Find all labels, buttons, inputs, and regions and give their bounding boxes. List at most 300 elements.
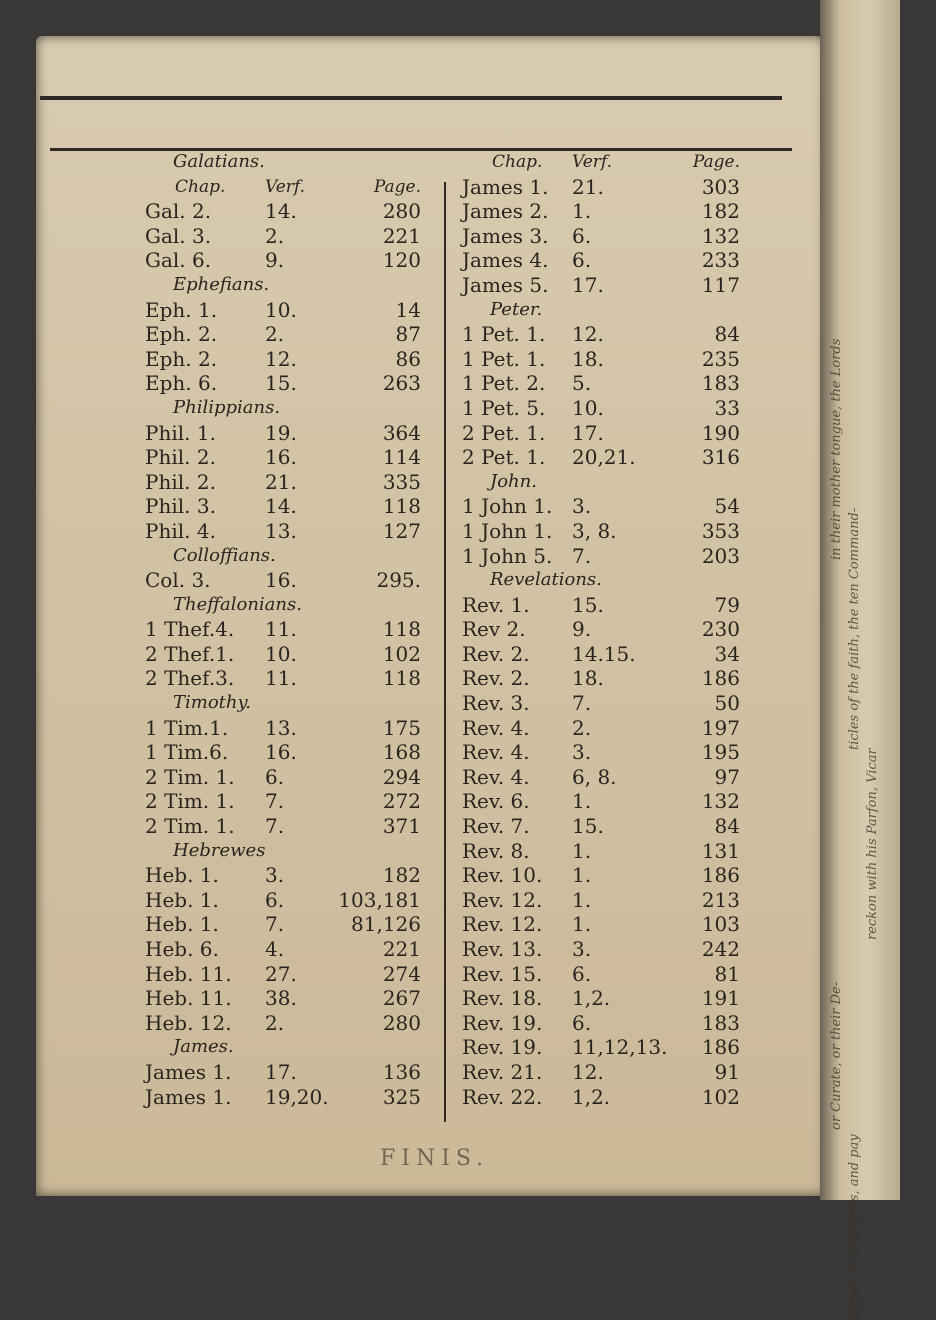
section-title: Galatians. xyxy=(173,151,265,172)
page-number: 120 xyxy=(382,248,421,273)
chapter-ref: Eph. 6. xyxy=(145,371,218,396)
index-entry xyxy=(462,666,752,691)
index-entry xyxy=(462,1085,752,1110)
verse-ref: 2. xyxy=(572,715,592,740)
index-entry xyxy=(145,347,435,372)
verse-ref: 11,12,13. xyxy=(572,1035,668,1060)
chapter-ref: 2 Pet. 1. xyxy=(462,445,546,470)
page-number: 91 xyxy=(714,1059,740,1084)
verse-ref: 19. xyxy=(265,420,297,445)
verse-ref: 6. xyxy=(572,248,592,273)
chapter-ref: 1 Tim.1. xyxy=(145,715,229,740)
facing-page-text: puties, or Deputies, and pay xyxy=(847,1134,862,1320)
section-title: Timothy. xyxy=(173,692,251,714)
section-title: James. xyxy=(173,1036,234,1058)
page-number: 335 xyxy=(382,469,421,494)
page-number: 274 xyxy=(382,961,421,986)
index-entry xyxy=(145,421,435,446)
verse-ref: 16. xyxy=(265,568,297,593)
index-entry xyxy=(145,986,435,1011)
page-number: 103 xyxy=(701,912,740,937)
verse-ref: 17. xyxy=(572,272,604,297)
chapter-ref: Rev. 4. xyxy=(462,715,530,740)
page-number: 186 xyxy=(701,863,740,888)
index-entry xyxy=(462,740,752,765)
verse-ref: 16. xyxy=(265,740,297,765)
chapter-ref: 1 John 1. xyxy=(462,494,553,519)
index-entry xyxy=(145,519,435,544)
verse-ref: 17. xyxy=(265,1059,297,1084)
section-title: Hebrewes xyxy=(173,839,266,861)
page-number: 54 xyxy=(714,494,740,519)
page-number: 132 xyxy=(701,789,740,814)
verse-ref: 3. xyxy=(265,863,285,888)
chapter-ref: 2 Tim. 1. xyxy=(145,814,235,839)
page-number: 182 xyxy=(382,863,421,888)
page-number: 364 xyxy=(382,420,421,445)
index-entry xyxy=(462,494,752,519)
chapter-ref: 2 Pet. 1. xyxy=(462,420,546,445)
verse-ref: 1,2. xyxy=(572,986,611,1011)
index-entry xyxy=(462,224,752,249)
verse-ref: 18. xyxy=(572,346,604,371)
page-number: 183 xyxy=(701,371,740,396)
book-section-heading xyxy=(145,150,435,175)
verse-ref: 1. xyxy=(572,887,592,912)
page-number: 371 xyxy=(382,814,421,839)
verse-ref: 1,2. xyxy=(572,1084,611,1109)
chapter-ref: 2 Thef.1. xyxy=(145,641,235,666)
verse-ref: 15. xyxy=(572,814,604,839)
chapter-ref: Phil. 3. xyxy=(145,494,216,519)
facing-page-edge xyxy=(820,0,900,1320)
verse-ref: 6. xyxy=(572,961,592,986)
page-number: 168 xyxy=(382,740,421,765)
page-number: 131 xyxy=(701,838,740,863)
verse-ref: 27. xyxy=(265,961,297,986)
book-section-heading xyxy=(145,593,435,618)
chapter-ref: James 4. xyxy=(462,248,549,273)
verse-ref: 16. xyxy=(265,445,297,470)
chapter-ref: Rev. 2. xyxy=(462,641,530,666)
index-entry xyxy=(145,863,435,888)
chapter-ref: James 5. xyxy=(462,272,549,297)
page-number: 136 xyxy=(382,1059,421,1084)
index-entry xyxy=(462,814,752,839)
page-number: 235 xyxy=(701,346,740,371)
verse-ref: 38. xyxy=(265,986,297,1011)
index-entry xyxy=(462,1060,752,1085)
facing-page-text: reckon with his Parfon, Vicar xyxy=(865,748,880,940)
verse-ref: 14. xyxy=(265,199,297,224)
index-entry xyxy=(145,912,435,937)
verse-ref: 18. xyxy=(572,666,604,691)
page-number: 186 xyxy=(701,1035,740,1060)
book-section-heading xyxy=(145,396,435,421)
column-header-row xyxy=(145,175,435,200)
verse-ref: 7. xyxy=(572,691,592,716)
index-entry xyxy=(462,691,752,716)
chapter-ref: Rev. 19. xyxy=(462,1010,543,1035)
verse-ref: 6. xyxy=(265,764,285,789)
chapter-ref: 2 Tim. 1. xyxy=(145,764,235,789)
index-entry xyxy=(145,814,435,839)
page-number: 325 xyxy=(382,1084,421,1109)
vers-header: Verf. xyxy=(572,152,612,172)
section-title: Colloffians. xyxy=(173,544,276,566)
chapter-ref: Heb. 1. xyxy=(145,887,219,912)
index-entry xyxy=(462,937,752,962)
verse-ref: 7. xyxy=(572,543,592,568)
book-section-heading xyxy=(462,470,752,495)
index-entry xyxy=(462,617,752,642)
chapter-ref: 1 John 1. xyxy=(462,518,553,543)
chapter-ref: Heb. 12. xyxy=(145,1010,232,1035)
book-section-heading xyxy=(145,544,435,569)
vers-header: Verf. xyxy=(265,176,305,197)
verse-ref: 5. xyxy=(572,371,592,396)
page-number: 114 xyxy=(382,445,421,470)
section-title: Peter. xyxy=(490,298,543,320)
verse-ref: 6. xyxy=(265,887,285,912)
chapter-ref: James 1. xyxy=(145,1059,232,1084)
page-number: 97 xyxy=(714,764,740,789)
chapter-ref: Rev. 18. xyxy=(462,986,543,1011)
index-entry xyxy=(462,1035,752,1060)
chapter-ref: Phil. 2. xyxy=(145,469,216,494)
chapter-ref: Eph. 1. xyxy=(145,297,218,322)
page-number: 127 xyxy=(382,518,421,543)
verse-ref: 14.15. xyxy=(572,641,636,666)
page-number: 263 xyxy=(382,371,421,396)
section-title: Philippians. xyxy=(173,396,281,418)
chapter-ref: Rev. 3. xyxy=(462,691,530,716)
index-entry xyxy=(462,1011,752,1036)
index-entry xyxy=(145,248,435,273)
chapter-ref: Rev. 10. xyxy=(462,863,543,888)
index-entry xyxy=(462,396,752,421)
index-entry xyxy=(145,765,435,790)
page-number: 191 xyxy=(701,986,740,1011)
page-number: 242 xyxy=(701,937,740,961)
index-entry xyxy=(462,716,752,741)
page-header: Page. xyxy=(373,176,421,197)
chapter-ref: 2 Tim. 1. xyxy=(145,789,235,814)
page-number: 81,126 xyxy=(351,912,421,937)
page-number: 353 xyxy=(701,518,740,543)
page-number: 303 xyxy=(701,174,740,199)
chapter-ref: 1 Pet. 2. xyxy=(462,371,546,396)
index-entry xyxy=(145,962,435,987)
page-number: 132 xyxy=(701,223,740,248)
facing-page-text: or Curate, or their De- xyxy=(829,981,844,1130)
index-entry xyxy=(462,642,752,667)
facing-page-text: ticles of the faith, the ten Command- xyxy=(847,507,862,750)
page-number: 280 xyxy=(382,1010,421,1035)
page-number: 81 xyxy=(714,961,740,986)
index-entry xyxy=(145,470,435,495)
verse-ref: 1. xyxy=(572,863,592,888)
chapter-ref: Col. 3. xyxy=(145,568,211,593)
chapter-ref: Rev. 4. xyxy=(462,764,530,789)
page-number: 267 xyxy=(382,986,421,1011)
verse-ref: 1. xyxy=(572,912,592,937)
chapter-ref: 1 Pet. 5. xyxy=(462,395,546,420)
index-entry xyxy=(462,544,752,569)
page-number: 316 xyxy=(701,445,740,470)
index-entry xyxy=(145,224,435,249)
index-entry xyxy=(462,322,752,347)
book-section-heading xyxy=(462,568,752,593)
index-entry xyxy=(462,912,752,937)
page-number: 183 xyxy=(701,1010,740,1035)
index-entry xyxy=(145,740,435,765)
chapter-ref: James 3. xyxy=(462,223,549,248)
verse-ref: 10. xyxy=(572,395,604,420)
right-column xyxy=(462,150,752,1109)
page-number: 50 xyxy=(714,691,740,716)
verse-ref: 11. xyxy=(265,617,297,642)
chapter-ref: Rev. 12. xyxy=(462,887,543,912)
chapter-ref: James 2. xyxy=(462,199,549,224)
chapter-ref: Rev. 19. xyxy=(462,1035,543,1060)
verse-ref: 20,21. xyxy=(572,445,636,470)
index-entry xyxy=(462,273,752,298)
chapter-ref: Heb. 11. xyxy=(145,961,232,986)
verse-ref: 3. xyxy=(572,740,592,765)
book-section-heading xyxy=(145,273,435,298)
verse-ref: 19,20. xyxy=(265,1084,329,1109)
verse-ref: 2. xyxy=(265,223,285,248)
chapter-ref: Gal. 3. xyxy=(145,223,212,248)
column-header-row xyxy=(462,150,752,175)
chapter-ref: Eph. 2. xyxy=(145,346,218,371)
index-entry xyxy=(462,199,752,224)
chapter-ref: Gal. 6. xyxy=(145,248,212,273)
verse-ref: 7. xyxy=(265,789,285,814)
index-entry xyxy=(462,863,752,888)
verse-ref: 7. xyxy=(265,814,285,839)
index-entry xyxy=(462,421,752,446)
index-entry xyxy=(462,248,752,273)
index-entry xyxy=(145,371,435,396)
left-column xyxy=(145,150,435,1109)
page-header: Page. xyxy=(692,152,740,172)
chapter-ref: 1 Tim.6. xyxy=(145,740,229,765)
page-number: 84 xyxy=(714,814,740,839)
verse-ref: 13. xyxy=(265,715,297,740)
chapter-ref: Rev. 15. xyxy=(462,961,543,986)
index-entry xyxy=(462,347,752,372)
verse-ref: 1. xyxy=(572,838,592,863)
index-entry xyxy=(462,839,752,864)
page-number: 102 xyxy=(382,641,421,666)
section-title: Theffalonians. xyxy=(173,593,302,615)
chapter-ref: Rev. 21. xyxy=(462,1059,543,1084)
chapter-ref: Rev. 22. xyxy=(462,1084,543,1109)
section-title: John. xyxy=(490,470,537,492)
chapter-ref: Rev. 1. xyxy=(462,592,530,617)
verse-ref: 1. xyxy=(572,199,592,224)
verse-ref: 6, 8. xyxy=(572,764,617,789)
section-title: Revelations. xyxy=(490,569,602,591)
verse-ref: 9. xyxy=(265,248,285,273)
verse-ref: 2. xyxy=(265,322,285,347)
chapter-ref: Phil. 1. xyxy=(145,420,216,445)
chapter-ref: Phil. 2. xyxy=(145,445,216,470)
verse-ref: 4. xyxy=(265,937,285,961)
chapter-ref: James 1. xyxy=(145,1084,232,1109)
verse-ref: 3, 8. xyxy=(572,518,617,543)
chapter-ref: 1 Pet. 1. xyxy=(462,346,546,371)
page-number: 34 xyxy=(714,641,740,666)
book-section-heading xyxy=(145,1035,435,1060)
index-entry xyxy=(462,175,752,200)
page-number: 295. xyxy=(376,568,421,593)
chapter-ref: Rev. 4. xyxy=(462,740,530,765)
index-entry xyxy=(462,593,752,618)
verse-ref: 12. xyxy=(572,1059,604,1084)
chapter-ref: Heb. 11. xyxy=(145,986,232,1011)
index-entry xyxy=(462,371,752,396)
facing-page-text: in their mother tongue, the Lords xyxy=(829,338,844,560)
page-number: 118 xyxy=(382,617,421,642)
chapter-ref: Phil. 4. xyxy=(145,518,216,543)
index-entry xyxy=(145,1085,435,1110)
verse-ref: 15. xyxy=(265,371,297,396)
chapter-ref: Gal. 2. xyxy=(145,199,212,224)
page-number: 182 xyxy=(701,199,740,224)
index-entry xyxy=(462,445,752,470)
page-number: 195 xyxy=(701,740,740,765)
chapter-ref: Eph. 2. xyxy=(145,322,218,347)
index-entry xyxy=(462,962,752,987)
verse-ref: 12. xyxy=(265,346,297,371)
verse-ref: 13. xyxy=(265,518,297,543)
verse-ref: 17. xyxy=(572,420,604,445)
chapter-ref: Rev. 12. xyxy=(462,912,543,937)
index-entry xyxy=(145,617,435,642)
verse-ref: 7. xyxy=(265,912,285,937)
page-number: 118 xyxy=(382,666,421,691)
verse-ref: 3. xyxy=(572,494,592,519)
page-number: 87 xyxy=(395,322,421,347)
verse-ref: 11. xyxy=(265,666,297,691)
verse-ref: 14. xyxy=(265,494,297,519)
page-number: 213 xyxy=(701,887,740,912)
page-number: 103,181 xyxy=(338,887,421,912)
index-entry xyxy=(145,716,435,741)
index-entry xyxy=(145,298,435,323)
page-number: 197 xyxy=(701,715,740,740)
index-entry xyxy=(145,199,435,224)
book-section-heading xyxy=(145,691,435,716)
page-number: 186 xyxy=(701,666,740,691)
verse-ref: 9. xyxy=(572,617,592,642)
verse-ref: 12. xyxy=(572,322,604,347)
page-number: 79 xyxy=(714,592,740,617)
index-entry xyxy=(145,888,435,913)
page-number: 102 xyxy=(701,1084,740,1109)
page-number: 230 xyxy=(701,617,740,642)
page-number: 33 xyxy=(714,395,740,420)
page-number: 203 xyxy=(701,543,740,568)
page-number: 294 xyxy=(382,764,421,789)
chapter-ref: Rev. 7. xyxy=(462,814,530,839)
page-number: 117 xyxy=(701,272,740,297)
page-number: 272 xyxy=(382,789,421,814)
index-entry xyxy=(145,568,435,593)
top-rule xyxy=(40,96,782,100)
index-entry xyxy=(462,765,752,790)
index-entry xyxy=(145,1060,435,1085)
index-entry xyxy=(145,666,435,691)
page-number: 118 xyxy=(382,494,421,519)
index-entry xyxy=(462,789,752,814)
chapter-ref: 1 Thef.4. xyxy=(145,617,235,642)
chap-header: Chap. xyxy=(492,152,543,172)
verse-ref: 2. xyxy=(265,1010,285,1035)
index-entry xyxy=(462,519,752,544)
verse-ref: 15. xyxy=(572,592,604,617)
chapter-ref: 1 John 5. xyxy=(462,543,553,568)
index-entry xyxy=(462,986,752,1011)
chapter-ref: James 1. xyxy=(462,174,549,199)
chapter-ref: Rev. 8. xyxy=(462,838,530,863)
index-entry xyxy=(145,322,435,347)
verse-ref: 3. xyxy=(572,937,592,961)
index-entry xyxy=(145,642,435,667)
chapter-ref: Rev. 6. xyxy=(462,789,530,814)
page-number: 280 xyxy=(382,199,421,224)
column-divider xyxy=(444,182,446,1122)
page-number: 190 xyxy=(701,420,740,445)
page-number: 84 xyxy=(714,322,740,347)
chapter-ref: Heb. 1. xyxy=(145,863,219,888)
verse-ref: 10. xyxy=(265,641,297,666)
index-entry xyxy=(145,1011,435,1036)
chapter-ref: Heb. 6. xyxy=(145,937,219,961)
finis-footer: FINIS. xyxy=(380,1146,490,1171)
index-entry xyxy=(145,445,435,470)
chapter-ref: 1 Pet. 1. xyxy=(462,322,546,347)
page-number: 233 xyxy=(701,248,740,273)
chapter-ref: Rev. 2. xyxy=(462,666,530,691)
page-number: 175 xyxy=(382,715,421,740)
verse-ref: 6. xyxy=(572,223,592,248)
page-number: 221 xyxy=(382,937,421,961)
verse-ref: 6. xyxy=(572,1010,592,1035)
index-entry xyxy=(462,888,752,913)
chapter-ref: Rev 2. xyxy=(462,617,526,642)
verse-ref: 10. xyxy=(265,297,297,322)
book-section-heading xyxy=(462,298,752,323)
chapter-ref: Rev. 13. xyxy=(462,937,543,961)
chapter-ref: Heb. 1. xyxy=(145,912,219,937)
verse-ref: 21. xyxy=(265,469,297,494)
index-entry xyxy=(145,789,435,814)
verse-ref: 21. xyxy=(572,174,604,199)
book-section-heading xyxy=(145,839,435,864)
page-number: 221 xyxy=(382,223,421,248)
page-number: 86 xyxy=(395,346,421,371)
section-title: Ephefians. xyxy=(173,273,270,295)
page-number: 14 xyxy=(395,297,421,322)
verse-ref: 1. xyxy=(572,789,592,814)
index-entry xyxy=(145,494,435,519)
chapter-ref: 2 Thef.3. xyxy=(145,666,235,691)
index-entry xyxy=(145,937,435,962)
